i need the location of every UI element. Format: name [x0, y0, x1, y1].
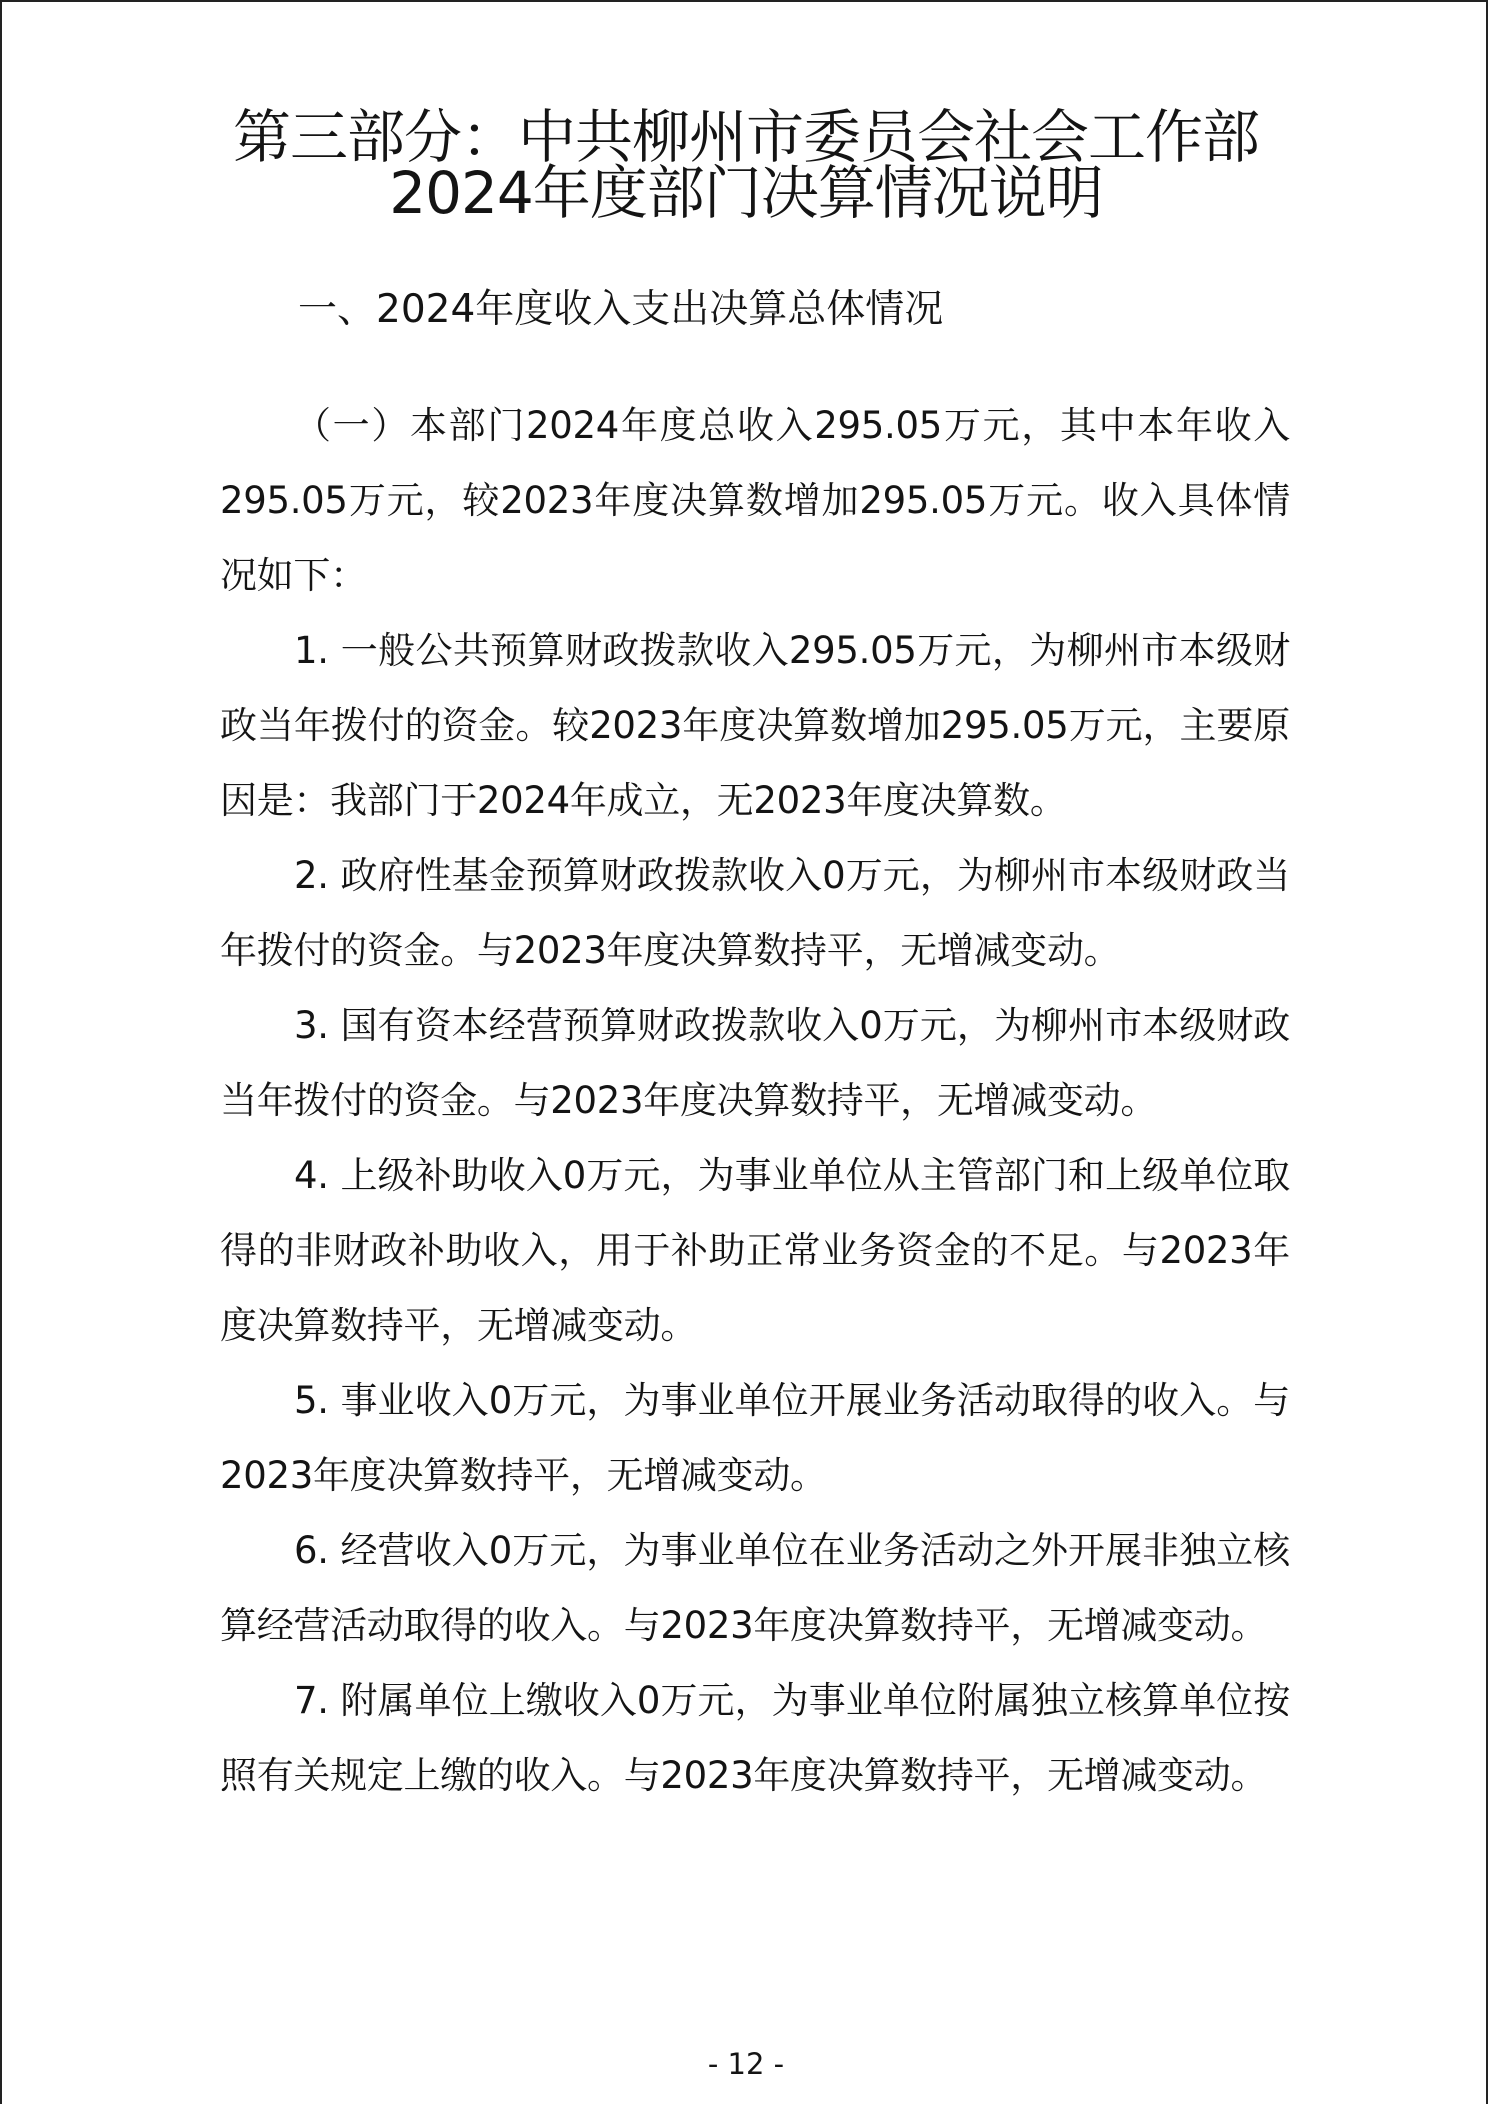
paragraph-operating-income: 6. 经营收入0万元，为事业单位在业务活动之外开展非独立核算经营活动取得的收入。与2023年度决算数持平，无增减变动。 [220, 1529, 1290, 1647]
paragraph-government-fund: 2. 政府性基金预算财政拨款收入0万元，为柳州市本级财政当年拨付的资金。与2023年度决算数持平，无增减变动。 [220, 854, 1290, 972]
document-body [220, 388, 1290, 1813]
document-title-line-2: 2024年度部门决算情况说明 [389, 159, 1103, 227]
paragraph-business-income: 5. 事业收入0万元，为事业单位开展业务活动取得的收入。与2023年度决算数持平，无增减变动。 [220, 1379, 1290, 1497]
section-heading: 一、2024年度收入支出决算总体情况 [298, 287, 944, 332]
paragraph-total-income: （一）本部门2024年度总收入295.05万元，其中本年收入295.05万元，较2023年度决算数增加295.05万元。收入具体情况如下： [220, 404, 1290, 597]
paragraph-affiliate-income: 7. 附属单位上缴收入0万元，为事业单位附属独立核算单位按照有关规定上缴的收入。与2023年度决算数持平，无增减变动。 [220, 1679, 1290, 1797]
paragraph-superior-subsidy: 4. 上级补助收入0万元，为事业单位从主管部门和上级单位取得的非财政补助收入，用于补助正常业务资金的不足。与2023年度决算数持平，无增减变动。 [220, 1154, 1290, 1347]
document-title-line-1: 第三部分：中共柳州市委员会社会工作部 [232, 103, 1259, 171]
paragraph-state-capital: 3. 国有资本经营预算财政拨款收入0万元，为柳州市本级财政当年拨付的资金。与2023年度决算数持平，无增减变动。 [220, 1004, 1290, 1122]
page-number: - 12 - [707, 2047, 785, 2081]
paragraph-general-budget: 1. 一般公共预算财政拨款收入295.05万元，为柳州市本级财政当年拨付的资金。较2023年度决算数增加295.05万元，主要原因是：我部门于2024年成立，无2023年度决算数。 [220, 629, 1290, 822]
